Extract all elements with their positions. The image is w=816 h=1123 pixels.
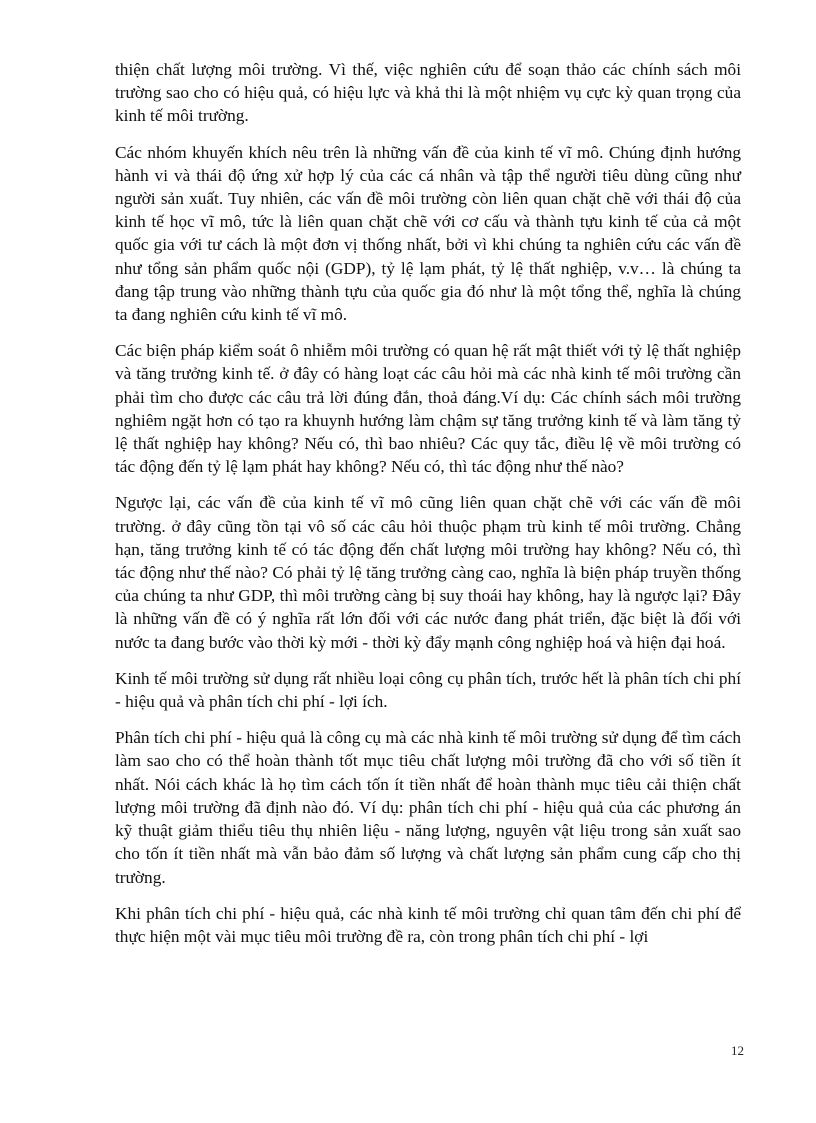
paragraph: Khi phân tích chi phí - hiệu quả, các nhà kinh tế môi trường chỉ quan tâm đến chi phí để thực hiện một vài mục tiêu môi trường đề ra, còn trong phân tích chi phí - lợi [115,903,741,946]
paragraph: Ngược lại, các vấn đề của kinh tế vĩ mô cũng liên quan chặt chẽ với các vấn đề môi trường. ở đây cũng tồn tại vô số các câu hỏi thuộc phạm trù kinh tế môi trường. Chẳng hạn, tăng trưởng kinh tế có tác động đến chất lượng môi trường hay không? Nếu có, thì tác động như thế nào? Có phải tỷ lệ tăng trưởng càng cao, nghĩa là biện pháp truyền thống của chúng ta như GDP, thì môi trường càng bị suy thoái hay không, hay là ngược lại? Đây là những vấn đề có ý nghĩa rất lớn đối với các nước đang phát triển, đặc biệt là đối với nước ta đang bước vào thời kỳ mới - thời kỳ đẩy mạnh công nghiệp hoá và hiện đại hoá. [115,493,741,652]
document-body [115,58,741,961]
paragraph: Phân tích chi phí - hiệu quả là công cụ mà các nhà kinh tế môi trường sử dụng để tìm cách làm sao cho có thể hoàn thành tốt mục tiêu chất lượng môi trường đã cho với số tiền ít nhất. Nói cách khác là họ tìm cách tốn ít tiền nhất để hoàn thành mục tiêu cải thiện chất lượng môi trường đã định nào đó. Ví dụ: phân tích chi phí - hiệu quả của các phương án kỹ thuật giảm thiểu tiêu thụ nhiên liệu - năng lượng, nguyên vật liệu trong sản xuất sao cho tốn ít tiền nhất mà vẫn bảo đảm số lượng và chất lượng sản phẩm cung cấp cho thị trường. [115,728,741,887]
paragraph: Các biện pháp kiểm soát ô nhiễm môi trường có quan hệ rất mật thiết với tỷ lệ thất nghiệp và tăng trưởng kinh tế. ở đây có hàng loạt các câu hỏi mà các nhà kinh tế môi trường cần phải tìm cho được các câu trả lời đúng đắn, thoả đáng.Ví dụ: Các chính sách môi trường nghiêm ngặt hơn có tạo ra khuynh hướng làm chậm sự tăng trưởng kinh tế và làm tăng tỷ lệ thất nghiệp hay không? Nếu có, thì bao nhiêu? Các quy tắc, điều lệ về môi trường có tác động đến tỷ lệ lạm phát hay không? Nếu có, thì tác động như thế nào? [115,341,741,477]
paragraph: thiện chất lượng môi trường. Vì thế, việc nghiên cứu để soạn thảo các chính sách môi trường sao cho có hiệu quả, có hiệu lực và khả thi là một nhiệm vụ cực kỳ quan trọng của kinh tế môi trường. [115,60,741,126]
paragraph: Kinh tế môi trường sử dụng rất nhiều loại công cụ phân tích, trước hết là phân tích chi phí - hiệu quả và phân tích chi phí - lợi ích. [115,668,741,712]
paragraph: Các nhóm khuyến khích nêu trên là những vấn đề của kinh tế vĩ mô. Chúng định hướng hành vi và thái độ ứng xử hợp lý của các cá nhân và tập thể người tiêu dùng cũng như người sản xuất. Tuy nhiên, các vấn đề môi trường còn liên quan chặt chẽ với thái độ của kinh tế học vĩ mô, tức là liên quan chặt chẽ với cơ cấu và thành tựu kinh tế của cả một quốc gia với tư cách là một đơn vị thống nhất, bởi vì khi chúng ta nghiên cứu các vấn đề như tổng sản phẩm quốc nội (GDP), tỷ lệ lạm phát, tỷ lệ thất nghiệp, v.v… là chúng ta đang tập trung vào những thành tựu của quốc gia đó như là một tổng thể, nghĩa là chúng ta đang nghiên cứu kinh tế vĩ mô. [115,142,741,325]
page-number: 12 [731,1043,744,1058]
